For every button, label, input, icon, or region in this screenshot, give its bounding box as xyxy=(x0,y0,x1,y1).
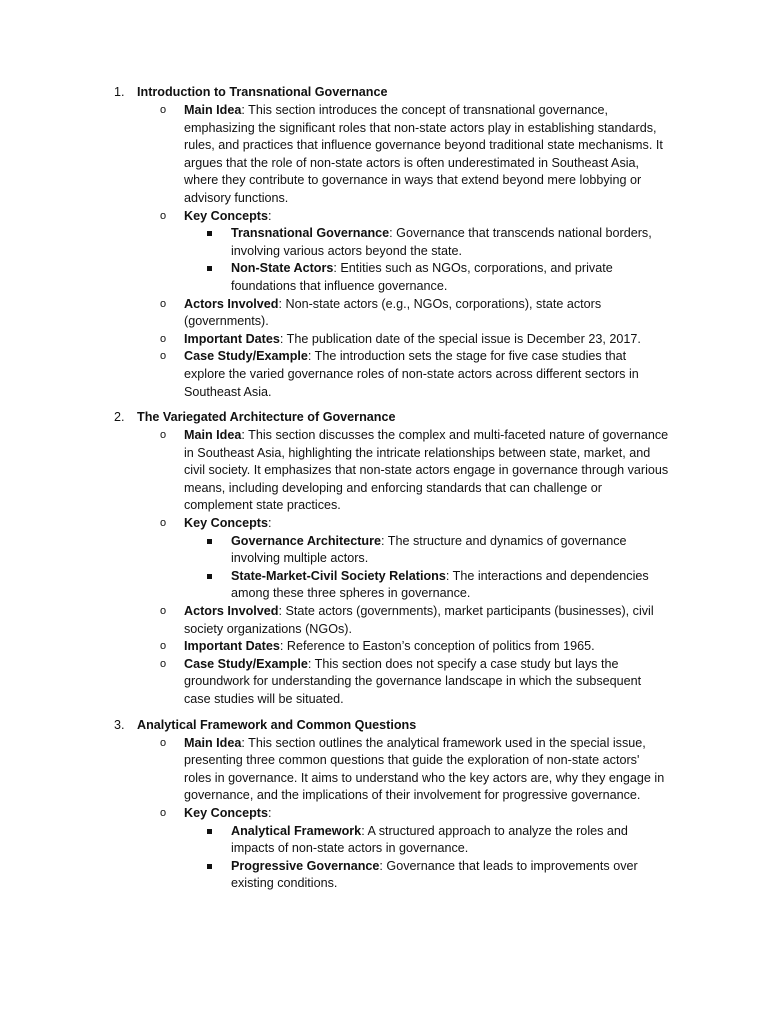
subitem-text: : The interactions and dependencies among these three spheres in governance. xyxy=(231,568,649,601)
subitem-text: : Governance that transcends national borders, involving various actors beyond the state. xyxy=(231,226,652,258)
list-item xyxy=(0,208,670,296)
item-text: : xyxy=(267,805,272,820)
list-item xyxy=(0,427,670,515)
item-text: : State actors (governments), market participants (businesses), civil society organizations (NGOs). xyxy=(184,604,654,636)
sub-list-item xyxy=(0,823,671,858)
item-text: : This section outlines the analytical framework used in the special issue, presenting three common questions that guide the exploration of non-state actors' roles in governance. It aims to understand who the key actors are, why they engage in governance, and the implications of their involvement for progressive governance. xyxy=(184,735,665,803)
section-number: 3. xyxy=(114,717,125,732)
circle-bullet-icon: o xyxy=(160,806,167,819)
subitem-text: : Governance that leads to improvements over existing conditions. xyxy=(231,858,638,891)
section-title: Introduction to Transnational Governance xyxy=(137,85,388,99)
item-list xyxy=(0,427,768,709)
item-text: : Non-state actors (e.g., NGOs, corporations), state actors (governments). xyxy=(184,296,602,329)
item-label: Case Study/Example xyxy=(184,656,308,671)
subitem-label: State-Market-Civil Society Relations xyxy=(231,568,446,583)
subitem-text: : A structured approach to analyze the roles and impacts of non-state actors in governance. xyxy=(231,823,628,856)
square-bullet-icon xyxy=(207,574,212,579)
circle-bullet-icon: o xyxy=(160,657,167,670)
circle-bullet-icon: o xyxy=(160,640,167,653)
circle-bullet-icon: o xyxy=(160,209,167,222)
subitem-list xyxy=(184,823,670,893)
square-bullet-icon xyxy=(207,231,212,236)
section xyxy=(0,717,768,893)
item-label: Key Concepts xyxy=(184,208,268,223)
item-text: : Reference to Easton’s conception of politics from 1965. xyxy=(279,639,595,654)
subitem-text: : Entities such as NGOs, corporations, and private foundations that influence governance. xyxy=(231,261,613,293)
circle-bullet-icon: o xyxy=(160,517,167,530)
subitem-label: Transnational Governance xyxy=(231,226,390,241)
subitem-list xyxy=(184,533,670,603)
item-list xyxy=(0,735,768,893)
section-number: 2. xyxy=(114,410,125,425)
subitem-label: Non-State Actors xyxy=(231,261,334,276)
item-text: : xyxy=(267,516,272,531)
square-bullet-icon xyxy=(207,266,212,271)
list-item xyxy=(0,735,670,805)
item-text: : xyxy=(267,208,272,223)
subitem-list xyxy=(184,225,670,295)
item-text: : This section introduces the concept of transnational governance, emphasizing the significant roles that non-state actors play in establishing standards, rules, and practices that influence governance beyond traditional state mechanisms. It argues that the role of non-state actors is often underestimated in Southeast Asia, where they contribute to governance in ways that extend beyond mere lobbying or advisory functions. xyxy=(184,103,663,205)
item-label: Key Concepts xyxy=(184,516,268,531)
circle-bullet-icon: o xyxy=(160,350,167,363)
item-label: Main Idea xyxy=(184,103,242,117)
list-item xyxy=(0,348,670,401)
sub-list-item xyxy=(0,858,671,893)
list-item xyxy=(0,296,670,331)
item-list xyxy=(0,102,768,401)
square-bullet-icon xyxy=(207,539,212,544)
section-heading xyxy=(0,84,768,102)
item-label: Main Idea xyxy=(184,735,242,750)
item-label: Key Concepts xyxy=(184,805,268,820)
subitem-label: Governance Architecture xyxy=(231,533,382,548)
item-label: Case Study/Example xyxy=(184,349,308,364)
section-list xyxy=(0,84,768,901)
circle-bullet-icon: o xyxy=(160,332,167,345)
item-label: Main Idea xyxy=(184,428,242,443)
list-item xyxy=(0,805,670,893)
sub-list-item xyxy=(0,225,671,260)
square-bullet-icon xyxy=(207,864,212,869)
list-item xyxy=(0,638,670,656)
item-label: Actors Involved xyxy=(184,296,279,311)
section-heading xyxy=(0,409,768,427)
list-item xyxy=(0,331,670,349)
square-bullet-icon xyxy=(207,829,212,834)
subitem-label: Analytical Framework xyxy=(231,823,362,838)
section-title: Analytical Framework and Common Questions xyxy=(137,717,417,732)
item-text: : This section does not specify a case study but lays the groundwork for understanding the governance landscape in which the subsequent case studies will be situated. xyxy=(184,656,642,706)
circle-bullet-icon: o xyxy=(160,104,167,116)
sub-list-item xyxy=(0,533,671,568)
item-text: : The publication date of the special issue is December 23, 2017. xyxy=(279,331,641,346)
item-label: Important Dates xyxy=(184,331,280,346)
circle-bullet-icon: o xyxy=(160,736,167,749)
item-label: Actors Involved xyxy=(184,604,279,619)
section-heading xyxy=(0,717,768,735)
circle-bullet-icon: o xyxy=(160,429,167,442)
section-number: 1. xyxy=(114,85,125,99)
section-title: The Variegated Architecture of Governance xyxy=(137,410,396,425)
item-text: : The introduction sets the stage for five case studies that explore the varied governance roles of non-state actors across different sectors in Southeast Asia. xyxy=(184,349,639,399)
sub-list-item xyxy=(0,260,671,295)
subitem-text: : The structure and dynamics of governance involving multiple actors. xyxy=(231,533,627,566)
list-item xyxy=(0,102,670,208)
list-item xyxy=(0,515,670,603)
item-label: Important Dates xyxy=(184,639,280,654)
circle-bullet-icon: o xyxy=(160,605,167,618)
item-text: : This section discusses the complex and multi-faceted nature of governance in Southeast Asia, highlighting the intricate relationships between state, market, and civil society. It emphasizes that non-state actors engage in governance through various means, including developing and enforcing standards that can challenge or complement state practices. xyxy=(184,428,669,513)
list-item xyxy=(0,603,670,638)
list-item xyxy=(0,656,670,709)
sub-list-item xyxy=(0,568,671,603)
section xyxy=(0,409,768,709)
section xyxy=(0,84,768,401)
subitem-label: Progressive Governance xyxy=(231,858,380,873)
circle-bullet-icon: o xyxy=(160,297,167,310)
